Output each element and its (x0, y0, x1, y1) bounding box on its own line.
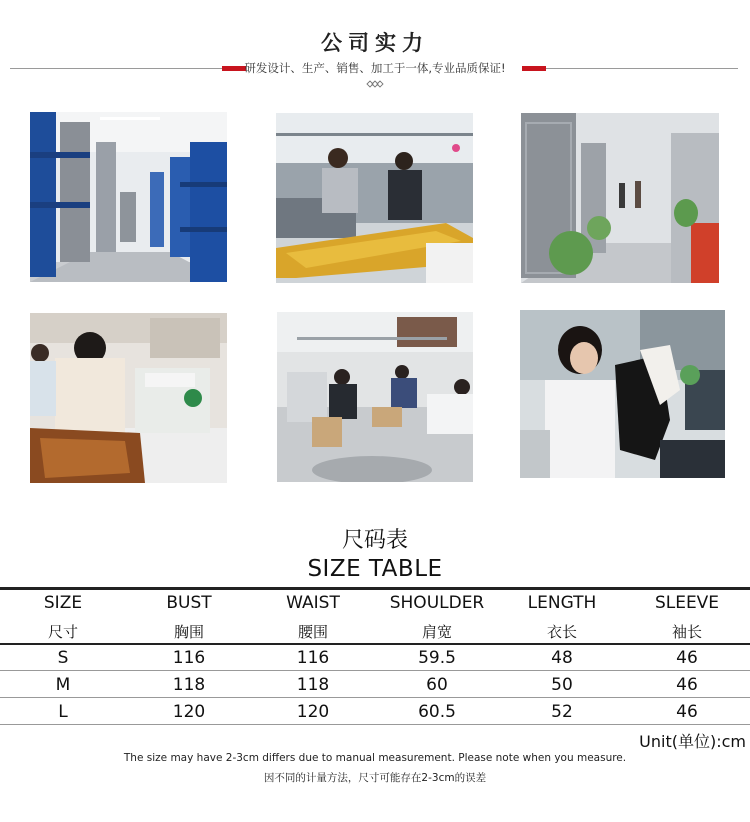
table-cell-sleeve: 46 (676, 648, 698, 668)
table-cell-shoulder: 60 (426, 675, 448, 695)
table-cell-bust: 116 (172, 648, 206, 668)
column-header-shoulder-cn: 肩宽 (421, 623, 452, 641)
row-divider (0, 670, 750, 671)
column-header-size: SIZE (43, 593, 83, 613)
table-cell-length: 50 (551, 675, 573, 695)
column-header-length: LENGTH (527, 593, 597, 613)
table-cell-bust: 120 (172, 702, 206, 722)
size-table-title-cn: 尺码表 (341, 528, 408, 553)
table-cell-shoulder: 60.5 (418, 702, 456, 722)
table-cell-shoulder: 59.5 (418, 648, 456, 668)
header-bottom-rule (0, 643, 750, 645)
column-header-shoulder: SHOULDER (389, 593, 485, 613)
company-slogan: 研发设计、生产、销售、加工于一体,专业品质保证! (244, 61, 506, 75)
table-top-rule (0, 587, 750, 590)
size-table-title-en: SIZE TABLE (307, 556, 443, 582)
measurement-note-cn: 因不同的计量方法，尺寸可能存在2-3cm的误差 (263, 772, 487, 784)
row-divider (0, 724, 750, 725)
garment-inspection-photo (520, 310, 725, 478)
table-cell-sleeve: 46 (676, 675, 698, 695)
warehouse-aisle-photo (521, 113, 719, 283)
table-cell-size: L (58, 702, 68, 722)
company-strength-title: 公司实力 (321, 31, 429, 55)
column-header-length-cn: 衣长 (546, 623, 577, 641)
sewing-machine-photo (30, 313, 227, 483)
table-cell-waist: 116 (296, 648, 330, 668)
column-header-bust-cn: 胸围 (173, 623, 204, 641)
sewing-workshop-photo (277, 312, 473, 482)
warehouse-shelves-photo (30, 112, 227, 282)
table-cell-size: S (57, 648, 69, 668)
table-cell-length: 48 (551, 648, 573, 668)
column-header-waist-cn: 腰围 (297, 623, 328, 641)
diamond-ornament-icon (366, 79, 386, 89)
table-cell-waist: 118 (296, 675, 330, 695)
table-cell-bust: 118 (172, 675, 206, 695)
table-cell-length: 52 (551, 702, 573, 722)
column-header-bust: BUST (166, 593, 212, 613)
table-cell-sleeve: 46 (676, 702, 698, 722)
table-cell-size: M (55, 675, 71, 695)
column-header-size-cn: 尺寸 (47, 623, 78, 641)
measurement-note-en: The size may have 2-3cm differs due to manual measurement. Please note when you measure. (123, 752, 627, 764)
column-header-waist: WAIST (286, 593, 340, 613)
column-header-sleeve-cn: 袖长 (671, 623, 702, 641)
table-cell-waist: 120 (296, 702, 330, 722)
row-divider (0, 697, 750, 698)
column-header-sleeve: SLEEVE (654, 593, 720, 613)
measurement-unit: Unit(单位):cm (639, 732, 746, 751)
fabric-cutting-photo (276, 113, 473, 283)
